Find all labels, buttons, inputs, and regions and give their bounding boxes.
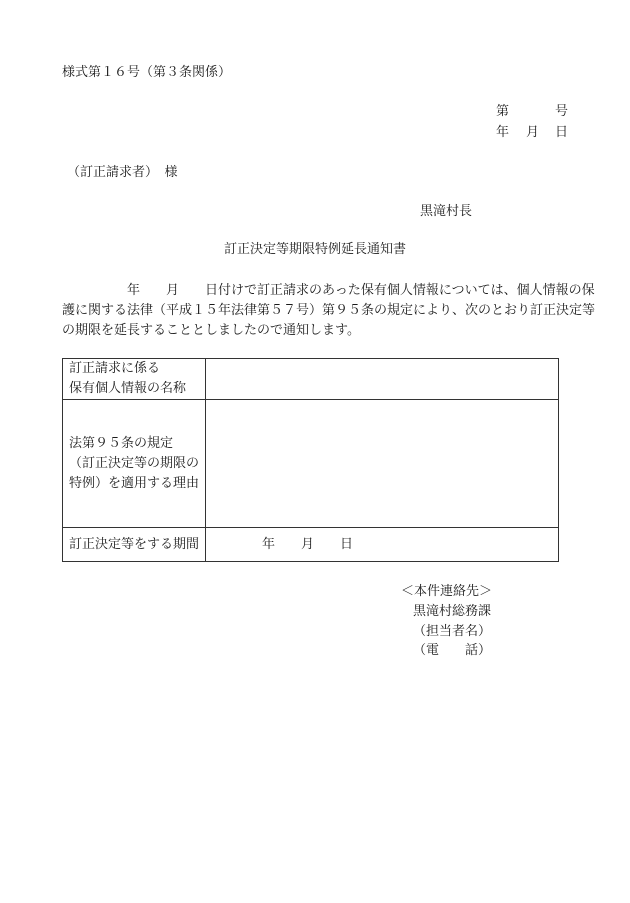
label-line: 特例）を適用する理由	[69, 475, 200, 491]
label-line: 保有個人情報の名称	[69, 381, 187, 396]
label-line: （訂正決定等の期限の	[69, 455, 200, 471]
body-line: 護に関する法律（平成１５年法律第５７号）第９５条の規定により、次のとおり訂正決定等	[62, 303, 596, 318]
date-month-label: 月	[526, 125, 540, 140]
contact-phone: （電 話）	[413, 643, 492, 658]
label-line: 訂正決定等をする期間	[69, 536, 200, 552]
reason-value	[206, 400, 559, 528]
contact-department: 黒滝村総務課	[413, 604, 492, 619]
date-year-label: 年	[496, 125, 510, 140]
row-label-reason	[63, 400, 206, 528]
contact-heading: ＜本件連絡先＞	[401, 584, 493, 599]
contact-person: （担当者名）	[413, 624, 492, 639]
information-table	[62, 358, 559, 562]
record-name-value	[206, 359, 559, 400]
body-line: の期限を延長することとしましたので通知します。	[62, 323, 360, 338]
row-label-record-name	[63, 359, 206, 400]
label-line: 訂正請求に係る	[69, 361, 161, 376]
addressee: （訂正請求者） 様	[67, 165, 178, 180]
label-line: 法第９５条の規定	[69, 435, 174, 451]
document-title: 訂正決定等期限特例延長通知書	[223, 242, 406, 257]
row-label-period	[63, 528, 206, 562]
date-day-label: 日	[555, 125, 569, 140]
table-row	[63, 528, 559, 562]
form-number: 様式第１６号（第３条関係）	[62, 65, 232, 80]
issuer: 黒滝村長	[420, 204, 473, 219]
table-row	[63, 400, 559, 528]
period-value: 年 月 日	[206, 528, 559, 562]
notice-body	[62, 281, 596, 341]
table-row	[63, 359, 559, 400]
document-number-label: 第	[496, 104, 510, 119]
body-line: 年 月 日付けで訂正請求のあった保有個人情報については、個人情報の保	[62, 283, 595, 298]
document-number-suffix: 号	[555, 104, 569, 119]
